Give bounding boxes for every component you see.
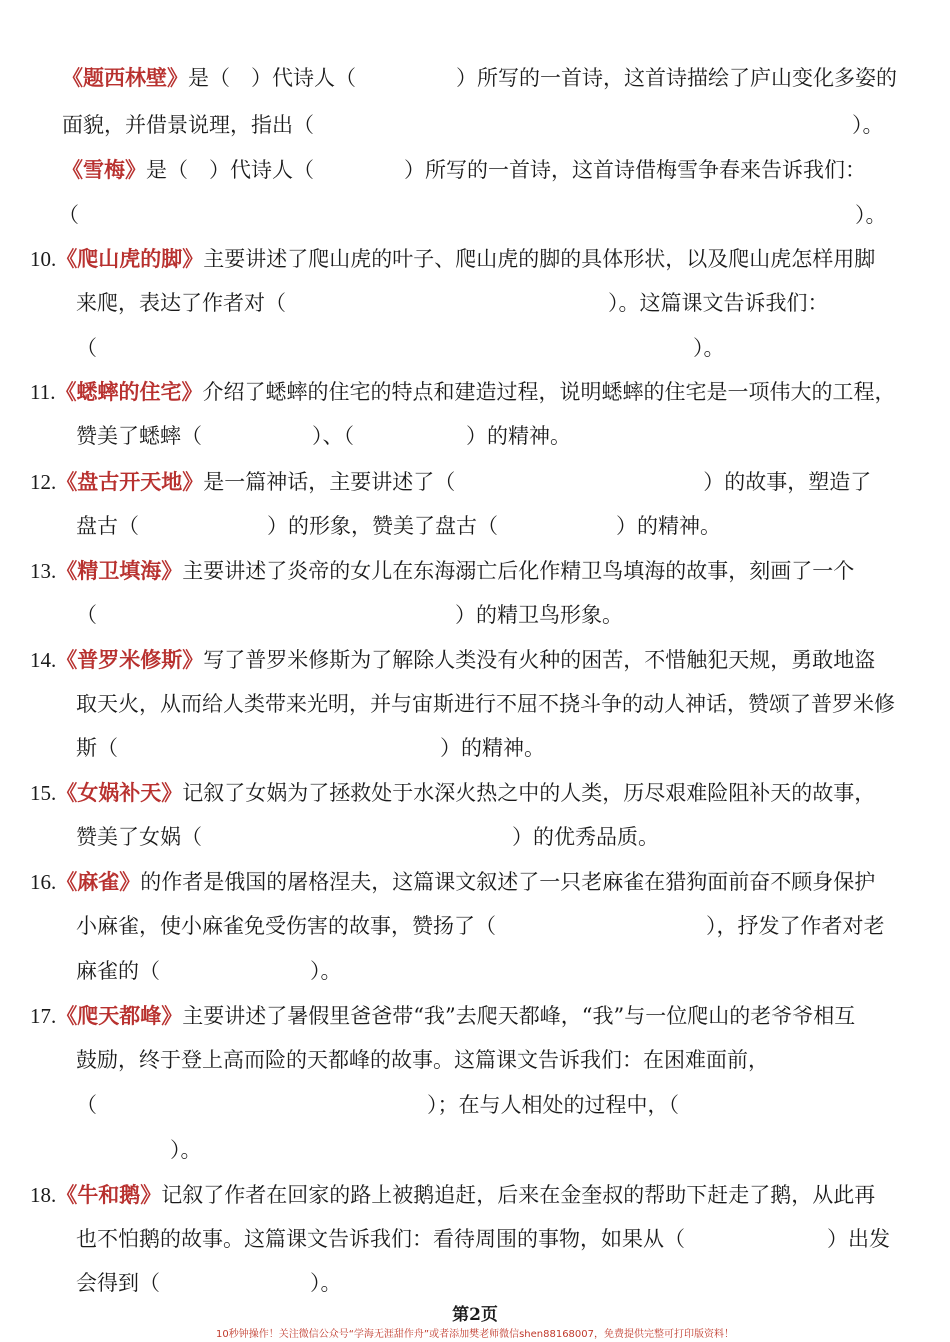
- footer-note: 10秒钟操作！关注微信公众号“学海无涯甜作舟”或者添加樊老师微信shen88168007，免费提供完整可打印版资料！: [215, 1329, 735, 1340]
- item-14-title: 《普罗米修斯》: [56, 647, 204, 672]
- item-xuemei-line-1: 《雪梅》是（ ）代诗人（ ）所写的一首诗，这首诗借梅雪争春来告诉我们：: [62, 157, 866, 182]
- item-13-line-2: （ ）的精卫鸟形象。: [76, 603, 623, 627]
- page-number: 第2页: [452, 1305, 498, 1325]
- item-17-line-4: ）。: [170, 1138, 202, 1162]
- item-14-line-1: 14.《普罗米修斯》写了普罗米修斯为了解除人类没有火种的困苦，不惜触犯天规，勇敢地盗: [30, 647, 876, 672]
- item-10-line-1: 10.《爬山虎的脚》主要讲述了爬山虎的叶子、爬山虎的脚的具体形状，以及爬山虎怎样用脚: [30, 246, 876, 271]
- item-10-line-3: （ ）。: [76, 336, 725, 360]
- item-16-line-3: 麻雀的（ ）。: [76, 959, 342, 983]
- item-xuemei-line-2: （ ）。: [58, 203, 887, 227]
- item-17-title: 《爬天都峰》: [56, 1003, 183, 1028]
- item-17-line-3: （ ）；在与人相处的过程中，（: [76, 1093, 679, 1117]
- item-tixilinbi-line-2: 面貌，并借景说理，指出（ ）。: [62, 113, 884, 137]
- item-17-line-2: 鼓励，终于登上高而险的天都峰的故事。这篇课文告诉我们：在困难面前，: [76, 1048, 769, 1072]
- item-15-line-2: 赞美了女娲（ ）的优秀品质。: [76, 825, 659, 849]
- item-16-line-2: 小麻雀，使小麻雀免受伤害的故事，赞扬了（ ），抒发了作者对老: [76, 914, 885, 938]
- item-tixilinbi-line-1: 《题西林壁》是（ ）代诗人（ ）所写的一首诗，这首诗描绘了庐山变化多姿的: [62, 65, 897, 90]
- item-11-line-1: 11.《蟋蟀的住宅》介绍了蟋蟀的住宅的特点和建造过程，说明蟋蟀的住宅是一项伟大的工程，: [30, 379, 896, 404]
- item-18-line-2: 也不怕鹅的故事。这篇课文告诉我们：看待周围的事物，如果从（ ）出发: [76, 1227, 890, 1251]
- item-12-title: 《盘古开天地》: [56, 469, 204, 494]
- item-14-line-3: 斯（ ）的精神。: [76, 736, 545, 760]
- item-10-line-2: 来爬，表达了作者对（ ）。这篇课文告诉我们：: [76, 291, 829, 315]
- item-15-title: 《女娲补天》: [56, 780, 183, 805]
- item-12-line-2: 盘古（ ）的形象，赞美了盘古（ ）的精神。: [76, 514, 721, 538]
- item-16-line-1: 16.《麻雀》的作者是俄国的屠格涅夫，这篇课文叙述了一只老麻雀在猎狗面前奋不顾身保护: [30, 869, 876, 894]
- item-12-line-1: 12.《盘古开天地》是一篇神话，主要讲述了（ ）的故事，塑造了: [30, 469, 872, 494]
- item-18-title: 《牛和鹅》: [56, 1182, 162, 1207]
- item-xuemei-title: 《雪梅》: [62, 157, 146, 182]
- item-16-title: 《麻雀》: [56, 869, 141, 894]
- item-15-line-1: 15.《女娲补天》记叙了女娲为了拯救处于水深火热之中的人类，历尽艰难险阻补天的故事，: [30, 780, 876, 805]
- item-11-line-2: 赞美了蟋蟀（ ）、（ ）的精神。: [76, 424, 571, 448]
- item-11-title: 《蟋蟀的住宅》: [55, 379, 203, 404]
- item-13-title: 《精卫填海》: [56, 558, 183, 583]
- item-10-title: 《爬山虎的脚》: [56, 246, 204, 271]
- item-14-line-2: 取天火，从而给人类带来光明，并与宙斯进行不屈不挠斗争的动人神话，赞颂了普罗米修: [76, 692, 895, 716]
- item-13-line-1: 13.《精卫填海》主要讲述了炎帝的女儿在东海溺亡后化作精卫鸟填海的故事，刻画了一个: [30, 558, 855, 583]
- item-17-line-1: 17.《爬天都峰》主要讲述了暑假里爸爸带“我”去爬天都峰，“我”与一位爬山的老爷爷相互: [30, 1003, 856, 1028]
- item-18-line-3: 会得到（ ）。: [76, 1271, 342, 1295]
- item-18-line-1: 18.《牛和鹅》记叙了作者在回家的路上被鹅追赶，后来在金奎叔的帮助下赶走了鹅，从此再: [30, 1182, 876, 1207]
- item-tixilinbi-title: 《题西林壁》: [62, 65, 188, 90]
